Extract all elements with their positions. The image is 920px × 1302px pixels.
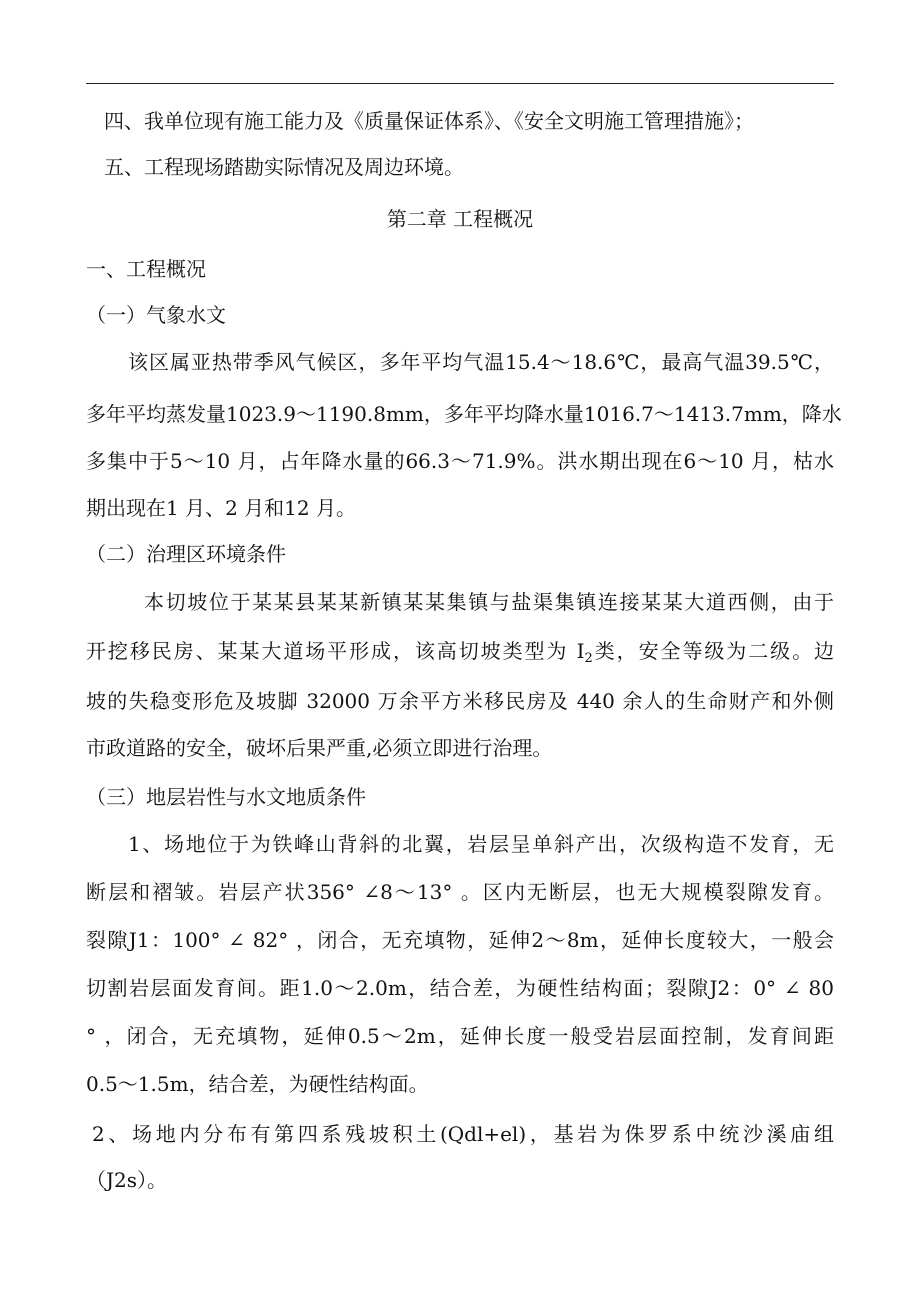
para3-line3: 裂隙J1：100° ∠ 82° ，闭合，无充填物，延伸2～8m，延伸长度较大，一般会 [86, 928, 834, 952]
para1-line2: 多年平均蒸发量1023.9～1190.8mm，多年平均降水量1016.7～1413.7mm，降水 [86, 402, 842, 426]
para3-line2: 断层和褶皱。岩层产状356° ∠8～13° 。区内无断层，也无大规模裂隙发育。 [86, 880, 834, 904]
subscript: 2 [584, 651, 593, 666]
para1-line1: 该区属亚热带季风气候区，多年平均气温15.4～18.6℃，最高气温39.5℃， [128, 350, 834, 374]
chapter-title: 第二章 工程概况 [386, 207, 534, 231]
para2-line2-part-a: 开挖移民房、某某大道场平形成，该高切坡类型为 I [86, 639, 585, 663]
para1-line3: 多集中于5～10 月，占年降水量的66.3～71.9%。洪水期出现在6～10 月，枯水 [86, 449, 834, 473]
section-heading-1: 一、工程概况 [86, 257, 206, 281]
para3-line1: 1、场地位于为铁峰山背斜的北翼，岩层呈单斜产出，次级构造不发育，无 [128, 832, 834, 856]
para4-line2: （J2s）。 [86, 1168, 168, 1192]
para2-line2-text [86, 639, 835, 666]
subsection-heading-3: （三）地层岩性与水文地质条件 [86, 785, 366, 809]
list-item-four: 四、我单位现有施工能力及《质量保证体系》、《安全文明施工管理措施》； [104, 109, 754, 133]
para3-line5: ° ，闭合，无充填物，延伸0.5～2m，延伸长度一般受岩层面控制，发育间距 [86, 1024, 834, 1048]
list-item-five: 五、工程现场踏勘实际情况及周边环境。 [104, 155, 464, 179]
para2-line2-part-b: 类，安全等级为二级。边 [592, 639, 835, 663]
para4-line1: 2、场地内分布有第四系残坡积土(Qdl+el)，基岩为侏罗系中统沙溪庙组 [92, 1122, 834, 1146]
header-rule [86, 83, 834, 84]
para2-line4: 市政道路的安全，破坏后果严重,必须立即进行治理。 [86, 736, 553, 760]
para3-line6: 0.5～1.5m，结合差，为硬性结构面。 [86, 1072, 429, 1096]
para3-line4: 切割岩层面发育间。距1.0～2.0m，结合差，为硬性结构面；裂隙J2：0° ∠ 80 [86, 976, 834, 1000]
para1-line4: 期出现在1 月、2 月和12 月。 [86, 496, 356, 520]
subsection-heading-2: （二）治理区环境条件 [86, 542, 286, 566]
subsection-heading-1: （一）气象水文 [86, 303, 226, 327]
para2-line2 [86, 639, 835, 666]
para2-line1: 本切坡位于某某县某某新镇某某集镇与盐渠集镇连接某某大道西侧，由于 [144, 590, 834, 614]
para2-line3: 坡的失稳变形危及坡脚 32000 万余平方米移民房及 440 余人的生命财产和外侧 [86, 689, 834, 713]
